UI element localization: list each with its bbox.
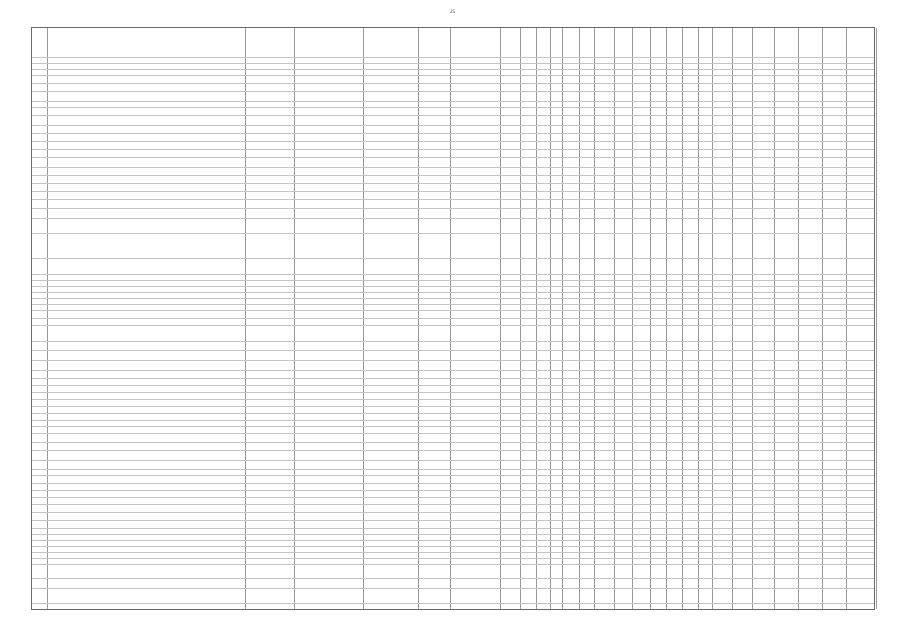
row-line [32, 325, 874, 326]
row-line [32, 167, 874, 168]
row-line [32, 101, 874, 102]
row-line [32, 426, 874, 427]
row-line [32, 552, 874, 553]
row-line [32, 341, 874, 342]
row-line [32, 360, 874, 361]
row-line [32, 157, 874, 158]
row-line [32, 385, 874, 386]
row-line [32, 520, 874, 521]
row-line [32, 83, 874, 84]
row-line [32, 91, 874, 92]
row-line [32, 280, 874, 281]
row-line [32, 274, 874, 275]
row-line [32, 107, 874, 108]
row-line [32, 504, 874, 505]
row-line [32, 578, 874, 579]
row-line [32, 588, 874, 589]
row-line [32, 558, 874, 559]
row-line [32, 420, 874, 421]
row-line [32, 442, 874, 443]
row-line [32, 483, 874, 484]
row-line [32, 69, 874, 70]
row-line [32, 133, 874, 134]
row-line [32, 406, 874, 407]
row-line [32, 546, 874, 547]
row-line [32, 292, 874, 293]
row-line [32, 125, 874, 126]
row-line [32, 318, 874, 319]
row-line [32, 175, 874, 176]
row-line [32, 603, 874, 604]
row-line [32, 392, 874, 393]
row-line [32, 310, 874, 311]
row-line [32, 450, 874, 451]
row-line [32, 75, 874, 76]
row-line [32, 497, 874, 498]
row-line [32, 540, 874, 541]
row-line [32, 286, 874, 287]
row-line [32, 199, 874, 200]
row-line [32, 378, 874, 379]
data-table [31, 27, 875, 610]
row-line [32, 370, 874, 371]
row-line [32, 399, 874, 400]
row-line [32, 183, 874, 184]
row-line [32, 57, 874, 58]
row-line [32, 460, 874, 461]
row-line [32, 528, 874, 529]
row-line [32, 304, 874, 305]
row-line [32, 298, 874, 299]
row-line [32, 413, 874, 414]
row-line [32, 208, 874, 209]
row-line [32, 512, 874, 513]
row-line [32, 115, 874, 116]
row-line [32, 63, 874, 64]
row-line [32, 534, 874, 535]
column-line [876, 28, 877, 609]
row-line [32, 433, 874, 434]
row-line [32, 258, 874, 259]
page-number: 25 [450, 10, 455, 15]
row-line [32, 141, 874, 142]
row-line [32, 233, 874, 234]
row-line [32, 191, 874, 192]
row-line [32, 149, 874, 150]
row-line [32, 475, 874, 476]
row-line [32, 564, 874, 565]
row-line [32, 469, 874, 470]
row-line [32, 218, 874, 219]
row-line [32, 350, 874, 351]
row-line [32, 490, 874, 491]
